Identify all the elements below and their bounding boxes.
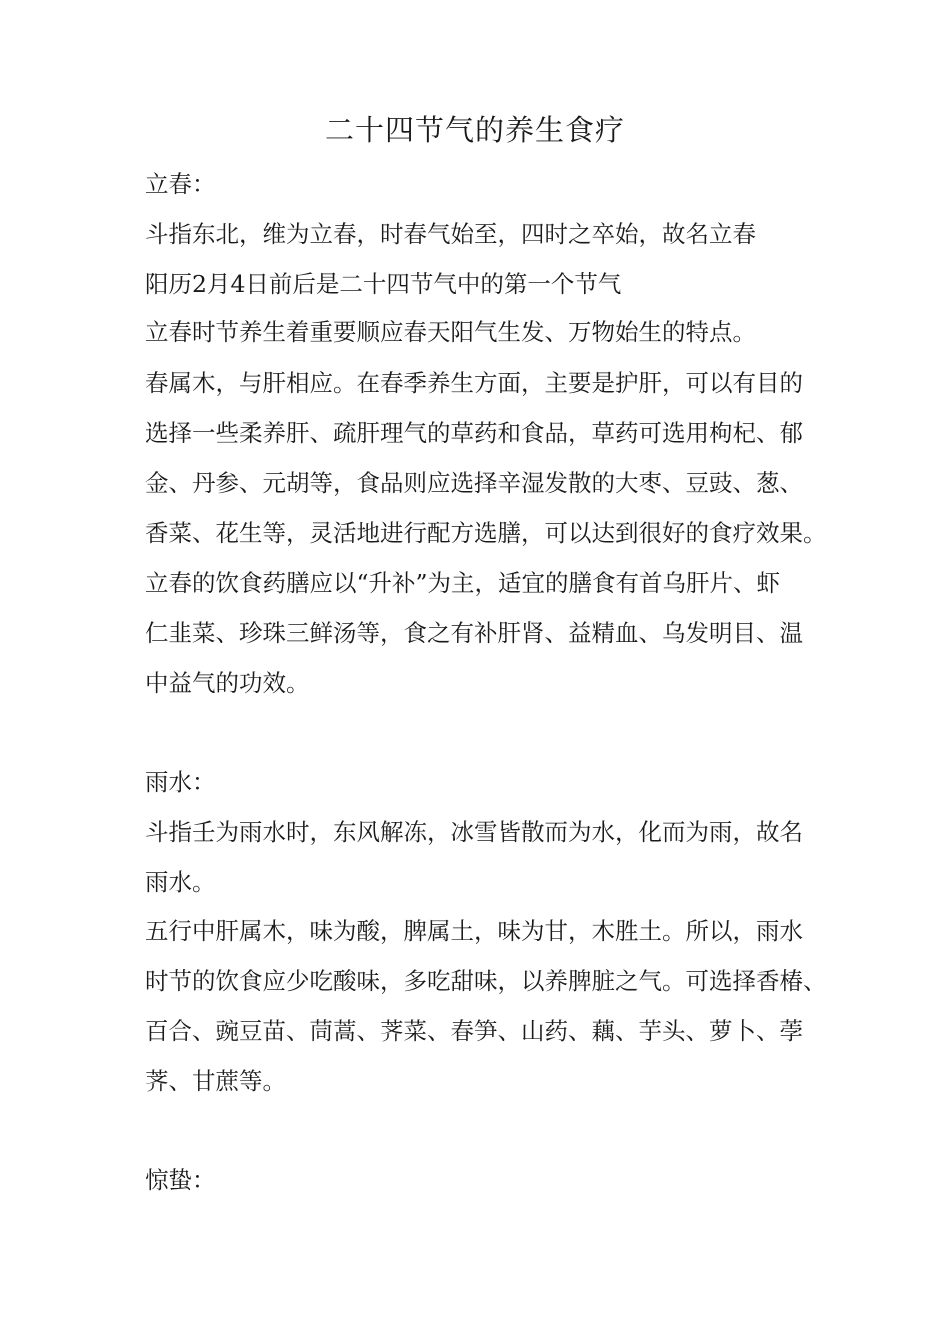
paragraph-line: 阳历2月4日前后是二十四节气中的第一个节气 [145,270,622,298]
paragraph-line: 荠、甘蔗等。 [145,1067,286,1095]
section-heading-yushui: 雨水： [145,768,216,796]
section-heading-jingzhe: 惊蛰： [145,1166,216,1194]
paragraph-line: 中益气的功效。 [145,669,310,697]
paragraph-line: 金、丹参、元胡等，食品则应选择辛湿发散的大枣、豆豉、葱、 [145,469,803,497]
paragraph-line: 选择一些柔养肝、疏肝理气的草药和食品，草药可选用枸杞、郁 [145,419,803,447]
paragraph-line: 春属木，与肝相应。在春季养生方面，主要是护肝，可以有目的 [145,369,803,397]
paragraph-line: 立春时节养生着重要顺应春天阳气生发、万物始生的特点。 [145,318,756,346]
paragraph-line: 雨水。 [145,868,216,896]
document-title: 二十四节气的养生食疗 [324,113,625,147]
paragraph-line: 时节的饮食应少吃酸味，多吃甜味，以养脾脏之气。可选择香椿、 [145,967,827,995]
paragraph-line: 香菜、花生等，灵活地进行配方选膳，可以达到很好的食疗效果。 [145,519,827,547]
paragraph-line: 立春的饮食药膳应以“升补”为主，适宜的膳食有首乌肝片、虾 [145,569,781,597]
paragraph-line: 斗指东北，维为立春，时春气始至，四时之卒始，故名立春 [145,220,756,248]
paragraph-line: 百合、豌豆苗、茼蒿、荠菜、春笋、山药、藕、芋头、萝卜、荸 [145,1017,803,1045]
paragraph-line: 五行中肝属木，味为酸，脾属土，味为甘，木胜土。所以，雨水 [145,917,803,945]
paragraph-line: 仁韭菜、珍珠三鲜汤等，食之有补肝肾、益精血、乌发明目、温 [145,619,803,647]
paragraph-line: 斗指壬为雨水时，东风解冻，冰雪皆散而为水，化而为雨，故名 [145,818,803,846]
section-heading-lichun: 立春： [145,170,216,198]
